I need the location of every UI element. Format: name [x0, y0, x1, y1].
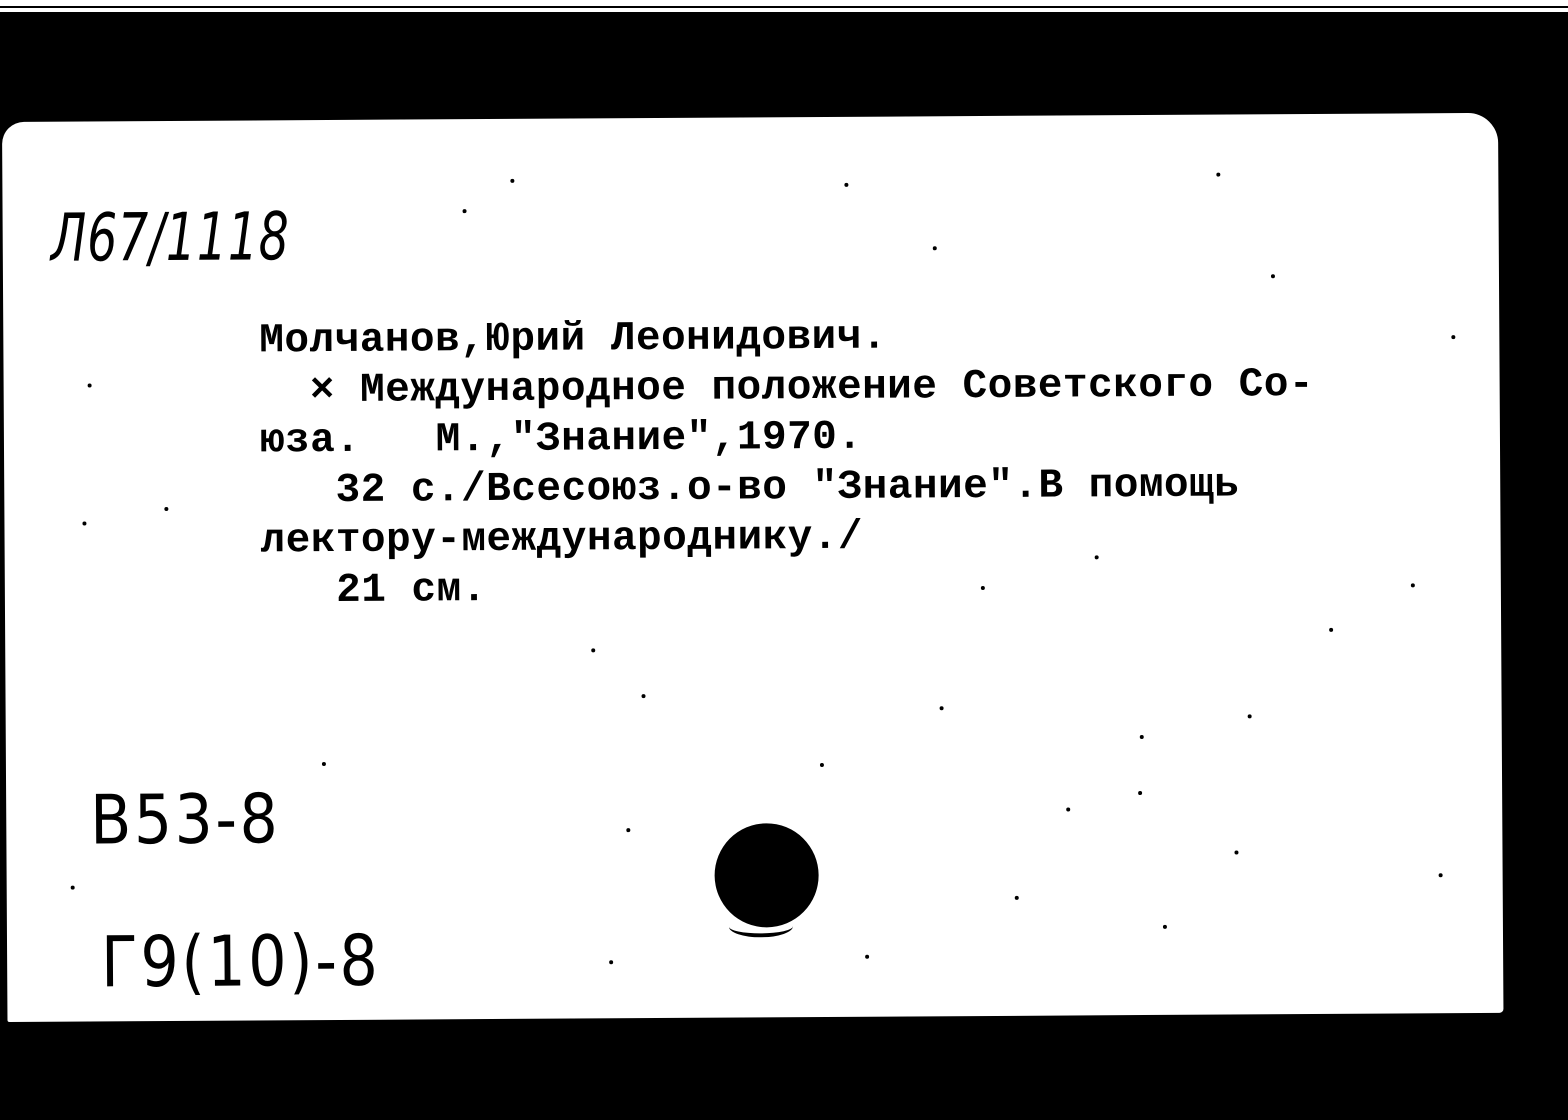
scan-speck [940, 706, 944, 710]
scan-speck [463, 209, 467, 213]
scan-speck [642, 694, 646, 698]
shelf-mark: Л67/1118 [50, 198, 290, 277]
scan-speck [1216, 173, 1220, 177]
scan-speck [1140, 735, 1144, 739]
scan-speck [510, 179, 514, 183]
entry-pagination-line: 32 с./Всесоюз.о-во "Знание".В помощь [260, 462, 1240, 515]
scan-speck [1138, 791, 1142, 795]
scan-speck [1066, 807, 1070, 811]
scan-speck [865, 955, 869, 959]
scan-top-edge [0, 0, 1568, 12]
scan-speck [1163, 925, 1167, 929]
entry-author-line: Молчанов,Юрий Леонидович. [259, 314, 888, 365]
classification-code-secondary: Г9(10)-8 [100, 919, 381, 1004]
scan-speck [1248, 714, 1252, 718]
scan-speck [1015, 896, 1019, 900]
scan-speck [844, 183, 848, 187]
scan-speck [1411, 583, 1415, 587]
catalog-card [2, 113, 1503, 1022]
scan-speck [1439, 873, 1443, 877]
scan-speck [1271, 274, 1275, 278]
punch-hole [714, 823, 819, 928]
scan-speck [1451, 335, 1455, 339]
entry-series-line: лектору-международнику./ [260, 514, 864, 565]
scan-speck [626, 828, 630, 832]
bibliographic-entry [259, 309, 1471, 616]
scan-top-edge-line [0, 6, 1568, 8]
scan-speck [591, 648, 595, 652]
entry-size-line: 21 см. [260, 567, 487, 615]
scan-speck [1234, 850, 1238, 854]
scan-speck [820, 763, 824, 767]
scan-speck [71, 886, 75, 890]
scan-speck [1329, 628, 1333, 632]
entry-title-line: × Международное положение Советского Со- [259, 361, 1315, 415]
entry-imprint-line: юза. М.,"Знание",1970. [259, 414, 863, 465]
classification-code-primary: В53-8 [90, 780, 281, 861]
scan-speck [164, 507, 168, 511]
punch-hole-shadow [729, 915, 793, 937]
scan-speck [609, 960, 613, 964]
scan-speck [1095, 555, 1099, 559]
scan-speck [981, 586, 985, 590]
scan-speck [933, 246, 937, 250]
scan-speck [82, 521, 86, 525]
scan-speck [88, 383, 92, 387]
scan-speck [322, 762, 326, 766]
